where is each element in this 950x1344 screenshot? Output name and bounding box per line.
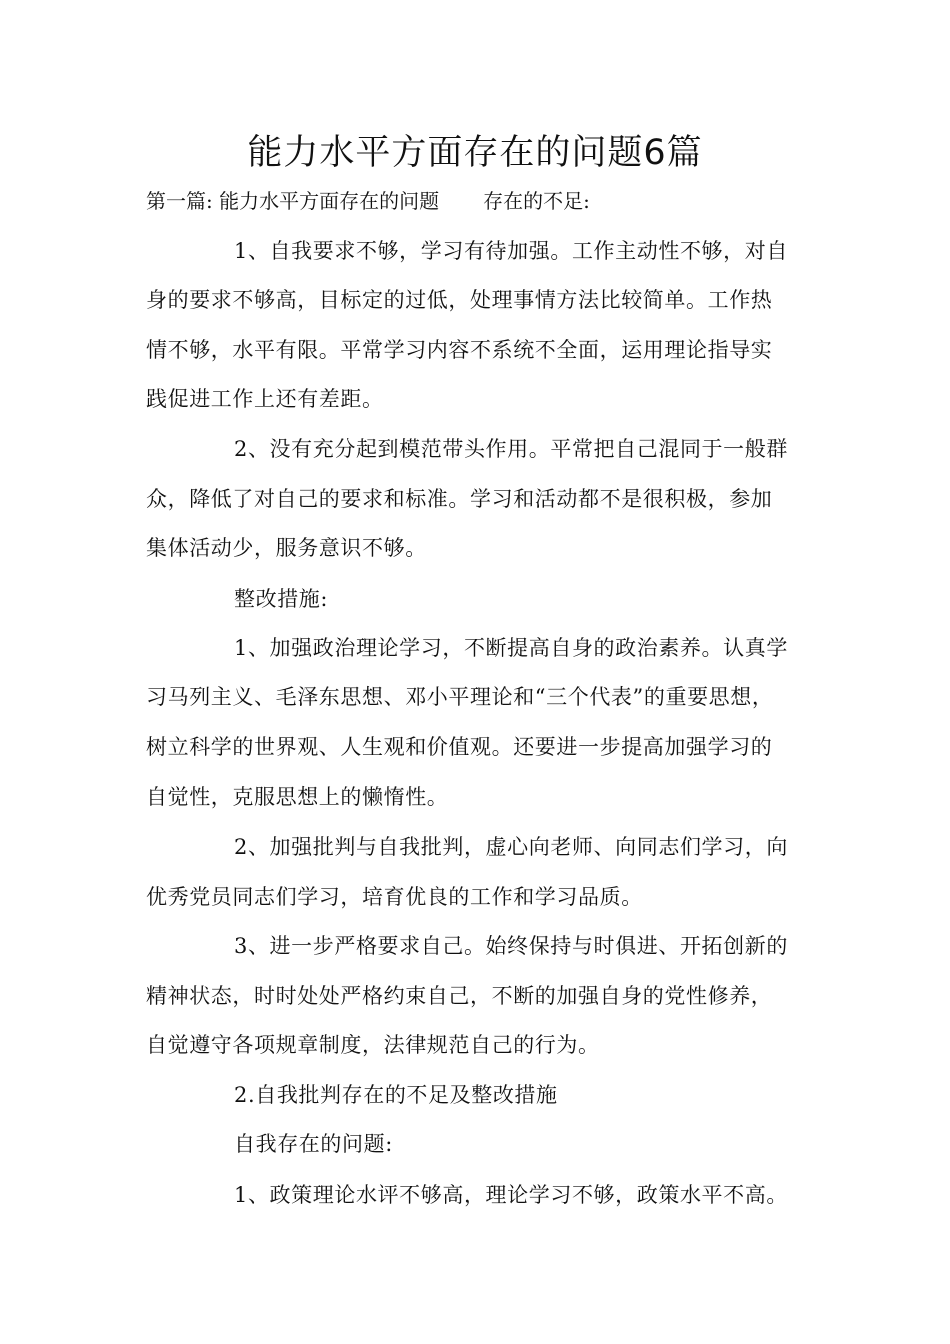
subheading-part-a: 第一篇: 能力水平方面存在的问题 [146,189,440,213]
text-line: 自我存在的问题: [234,1132,393,1156]
text-line: 3、进一步严格要求自己。始终保持与时俱进、开拓创新的 [234,934,788,958]
text-line: 情不够，水平有限。平常学习内容不系统不全面，运用理论指导实 [146,338,773,362]
text-line: 践促进工作上还有差距。 [146,387,384,411]
text-line: 2、没有充分起到模范带头作用。平常把自己混同于一般群 [234,437,788,461]
text-line: 自觉性，克服思想上的懒惰性。 [146,785,449,809]
text-line: 树立科学的世界观、人生观和价值观。还要进一步提高加强学习的 [146,735,773,759]
text-line: 2、加强批判与自我批判，虚心向老师、向同志们学习，向 [234,835,788,859]
text-line: 整改措施: [234,587,329,611]
text-line: 精神状态，时时处处严格约束自己，不断的加强自身的党性修养， [146,984,773,1008]
text-line: 众，降低了对自己的要求和标准。学习和活动都不是很积极，参加 [146,487,773,511]
text-line: 1、加强政治理论学习，不断提高自身的政治素养。认真学 [234,636,788,660]
text-line: 1、自我要求不够，学习有待加强。工作主动性不够，对自 [234,239,788,263]
subheading-part-b: 存在的不足: [483,189,590,213]
document-title: 能力水平方面存在的问题6篇 [247,133,703,173]
text-line: 1、政策理论水评不够高，理论学习不够，政策水平不高。 [234,1183,788,1207]
text-line: 自觉遵守各项规章制度，法律规范自己的行为。 [146,1033,600,1057]
text-line: 2.自我批判存在的不足及整改措施 [234,1083,558,1107]
text-line: 习马列主义、毛泽东思想、邓小平理论和“三个代表”的重要思想， [146,685,774,709]
text-line: 集体活动少，服务意识不够。 [146,536,427,560]
text-line: 优秀党员同志们学习，培育优良的工作和学习品质。 [146,885,643,909]
section-subheading [146,186,590,216]
text-line: 身的要求不够高，目标定的过低，处理事情方法比较简单。工作热 [146,288,773,312]
